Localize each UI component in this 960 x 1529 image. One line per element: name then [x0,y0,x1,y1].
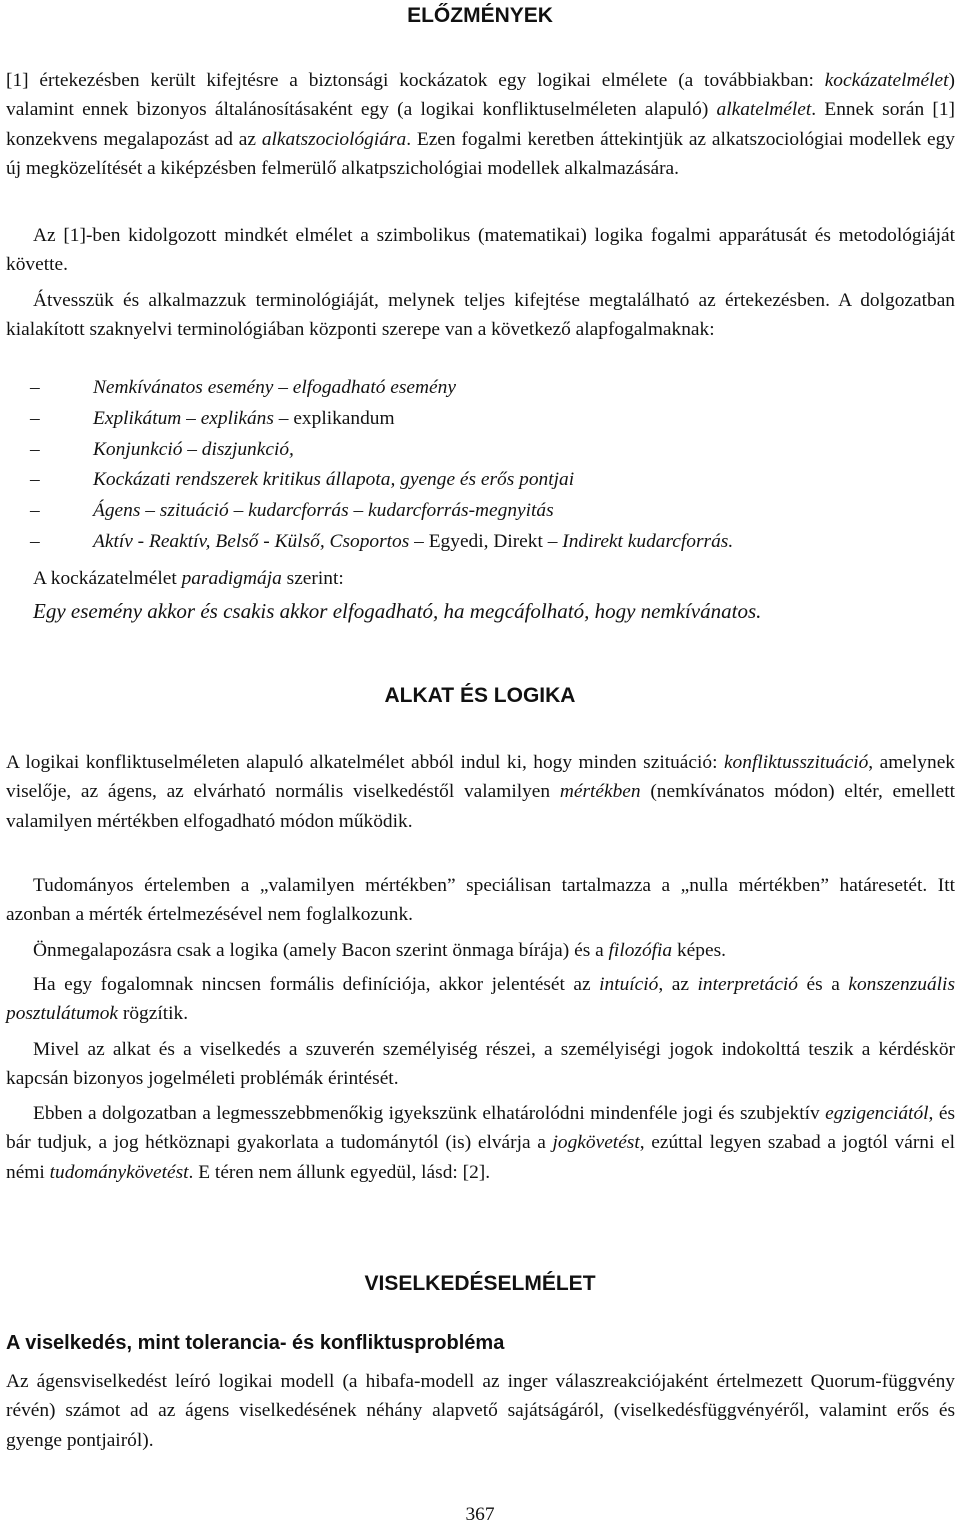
italic-term: interpretáció [697,974,799,995]
text-run: ) valamint ennek bizonyos általánosításaként egy (a logikai konfliktuselméleten alapuló) [6,70,955,121]
list-item [30,373,456,402]
heading-alkat-es-logika: ALKAT ÉS LOGIKA [384,684,576,707]
text-run: A logikai konfliktuselméleten alapuló alkatelmélet abból indul ki, hogy minden szituáció: [6,752,724,773]
italic-statement: Egy esemény akkor és csakis akkor elfogadható, ha megcáfolható, hogy nemkívánatos. [33,599,762,623]
list-item [30,465,574,494]
list-item [30,496,554,525]
text-run: explikandum [293,408,395,429]
dash-marker: – [30,408,40,429]
italic-term: Explikátum – explikáns – [93,408,294,429]
dash-marker: – [30,531,40,552]
paragraph-intro [6,66,955,184]
text-run: , ezúttal legyen szabad a jogtól várni el némi [6,1132,956,1183]
text-run: (nemkívánatos módon) eltér, emellett valamilyen mértékben elfogadható módon működik. [6,781,955,832]
dash-marker: – [30,469,40,490]
paragraph-agent-model: Az ágensviselkedést leíró logikai modell (a hibafa-modell az inger válaszreakciójaként értelmezett Quorum-függvény révén) számot ad az ágens viselkedésének néhány alapvető sajátságáról, (viselkedésfüggvényéről, valamint erős és gyenge pontjairól). [6,1371,955,1451]
text-run: , és bár tudjuk, a jog hétköznapi gyakorlata a tudománytól (is) elvárja a [6,1103,955,1154]
italic-term: Nemkívánatos esemény – elfogadható esemény [93,377,456,398]
text-run: Egyedi, Direkt – [428,531,563,552]
paragraph-terminology: Átvesszük és alkalmazzuk terminológiáját, melynek teljes kifejtése megtalálható az értekezésben. A dolgozatban kialakított szaknyelvi terminológiában központi szerepe van a következő alapfogalmaknak: [6,290,955,341]
text-run: . Ennek során [1] konzekvens megalapozást ad az [6,99,955,150]
subheading-tolerance: A viselkedés, mint tolerancia- és konfliktusprobléma [6,1332,505,1354]
text-run: , az [658,974,698,995]
list-item [30,435,294,464]
paragraph-methodology: Az [1]-ben kidolgozott mindkét elmélet a szimbolikus (matematikai) logika fogalmi apparátusát és metodológiáját követte. [6,225,955,276]
italic-term: Konjunkció – diszjunkció, [93,439,294,460]
italic-term: egzigenciától [825,1103,929,1124]
italic-term: tudománykövetést [49,1161,189,1183]
page-number: 367 [465,1504,495,1525]
italic-term: alkatszociológiára [261,128,407,150]
italic-term: mértékben [559,781,641,803]
text-run: és a [798,974,849,995]
italic-term: intuíció [599,974,659,995]
paragraph-conflict-situation [6,748,955,836]
text-run: Ha egy fogalomnak nincsen formális definíciója, akkor jelentését az [33,974,600,995]
paradigm-statement [33,597,953,626]
italic-term: filozófia [608,940,673,961]
list-item [30,527,733,556]
text-run: rögzítik. [118,1003,189,1025]
paragraph-personality-rights: Mivel az alkat és a viselkedés a szuverén személyiség részei, a személyiségi jogok indokolttá teszik a kérdéskör kapcsán bizonyos jogelméleti problémák érintését. [6,1039,955,1090]
text-run: . Ezen fogalmi keretben áttekintjük az alkatszociológiai modellek egy új megközelítését a kiképzésben felmerülő alkatpszichológiai modellek alkalmazására. [6,128,956,180]
italic-term: Ágens – szituáció – kudarcforrás – kudarcforrás-megnyitás [93,500,554,521]
italic-term: kockázatelmélet [824,70,949,91]
italic-term: konfliktusszituáció [723,752,869,773]
dash-marker: – [30,377,40,398]
text-run: . E téren nem állunk egyedül, lásd: [2]. [188,1161,491,1183]
italic-term: alkatelmélet [716,99,812,121]
text-run: , amelynek viselője, az ágens, az elvárható normális viselkedéstől valamilyen [6,752,955,803]
italic-term: Aktív - Reaktív, Belső - Külső, Csoportos – [93,531,429,552]
italic-term: Kockázati rendszerek kritikus állapota, gyenge és erős pontjai [93,469,575,490]
paragraph-definition [6,970,955,1029]
paragraph-self-foundation [6,936,955,965]
heading-viselkedeselmelet: VISELKEDÉSELMÉLET [364,1272,596,1295]
dash-marker: – [30,500,40,521]
italic-term: jogkövetést [552,1132,640,1154]
text-run: [1] értekezésben került kifejtésre a biztonsági kockázatok egy logikai elmélete (a továbbiakban: [6,70,825,91]
paragraph-paradigm [33,564,953,593]
text-run: Önmegalapozásra csak a logika (amely Bacon szerint önmaga bírája) és a [33,940,609,961]
text-run: Ebben a dolgozatban a legmesszebbmenőkig igyekszünk elhatárolódni mindenféle jogi és szubjektív [33,1103,826,1124]
italic-term: konszenzuális posztulátumok [6,974,955,1025]
paragraph-measure: Tudományos értelemben a „valamilyen mértékben” speciálisan tartalmazza a „nulla mértékben” határesetét. Itt azonban a mérték értelmezésével nem foglalkozunk. [6,875,955,926]
text-run: képes. [672,940,726,961]
heading-elozmenyek: ELŐZMÉNYEK [407,4,553,27]
text-run: szerint: [281,568,344,589]
dash-marker: – [30,439,40,460]
paragraph-law [6,1099,955,1187]
text-run: A kockázatelmélet [33,568,182,589]
list-item [30,404,395,433]
italic-term: Indirekt kudarcforrás. [562,531,734,552]
italic-term: paradigmája [181,568,282,589]
